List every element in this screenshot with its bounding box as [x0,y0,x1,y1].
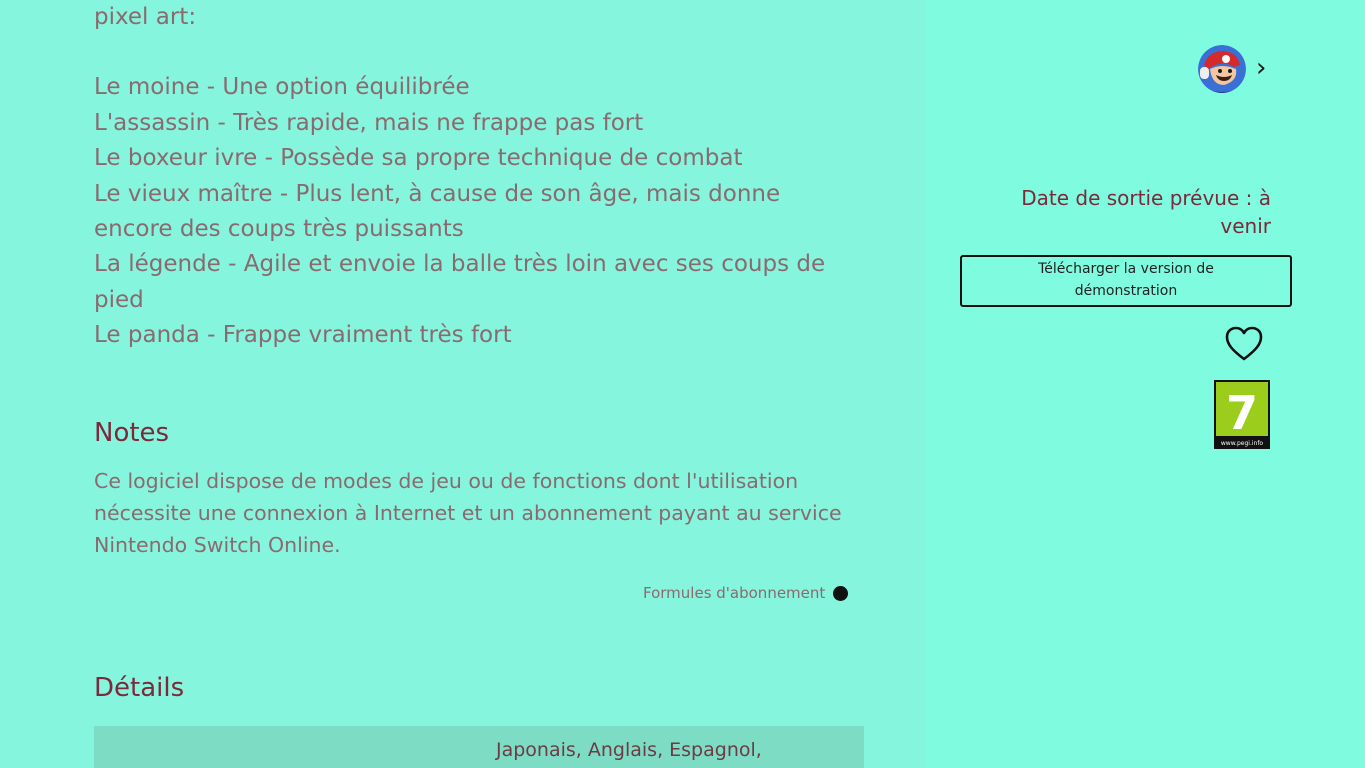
details-heading: Détails [94,673,185,703]
arrow-circle-icon [833,586,848,601]
pegi-7-icon [1214,380,1270,449]
notes-text [94,465,884,561]
notes-heading: Notes [94,418,170,448]
subscription-plans-label: Formules d'abonnement [643,584,826,602]
release-date [971,184,1271,240]
description-text [94,0,874,354]
languages-value: Japonais, Anglais, Espagnol, [496,739,762,761]
description-line: La légende - Agile et envoie la balle très loin avec ses coups de [94,251,826,278]
description-line: Le moine - Une option équilibrée [94,74,470,101]
notes-line: nécessite une connexion à Internet et un abonnement payant au service [94,501,842,525]
pegi-rating-badge [1214,380,1270,449]
pegi-number: 7 [1225,386,1259,440]
description-line: Le panda - Frappe vraiment très fort [94,322,512,349]
details-table [94,726,864,768]
download-demo-label-line1: Télécharger la version de [1038,261,1214,277]
wishlist-heart-icon[interactable] [1224,325,1264,363]
description-line: pied [94,286,144,313]
pegi-site: www.pegi.info [1220,440,1264,447]
mario-avatar-icon [1198,45,1246,93]
download-demo-button[interactable] [960,255,1292,307]
description-line: Le vieux maître - Plus lent, à cause de son âge, mais donne [94,180,781,207]
description-line: encore des coups très puissants [94,216,464,243]
release-date-line1: Date de sortie prévue : à [1021,186,1271,210]
description-blank-line [94,35,874,70]
heart-icon [1224,325,1264,363]
notes-line: Nintendo Switch Online. [94,533,341,557]
description-line: L'assassin - Très rapide, mais ne frappe pas fort [94,109,644,136]
release-date-line2: venir [1220,214,1271,238]
purchase-sidebar [926,0,1365,768]
description-line: pixel art: [94,4,197,30]
download-demo-label-line2: démonstration [1074,283,1178,299]
subscription-plans-link[interactable] [643,584,848,602]
notes-line: Ce logiciel dispose de modes de jeu ou de fonctions dont l'utilisation [94,469,799,493]
user-avatar[interactable] [1198,45,1246,93]
description-line: Le boxeur ivre - Possède sa propre technique de combat [94,145,743,172]
chevron-right-icon[interactable]: › [1256,53,1267,83]
